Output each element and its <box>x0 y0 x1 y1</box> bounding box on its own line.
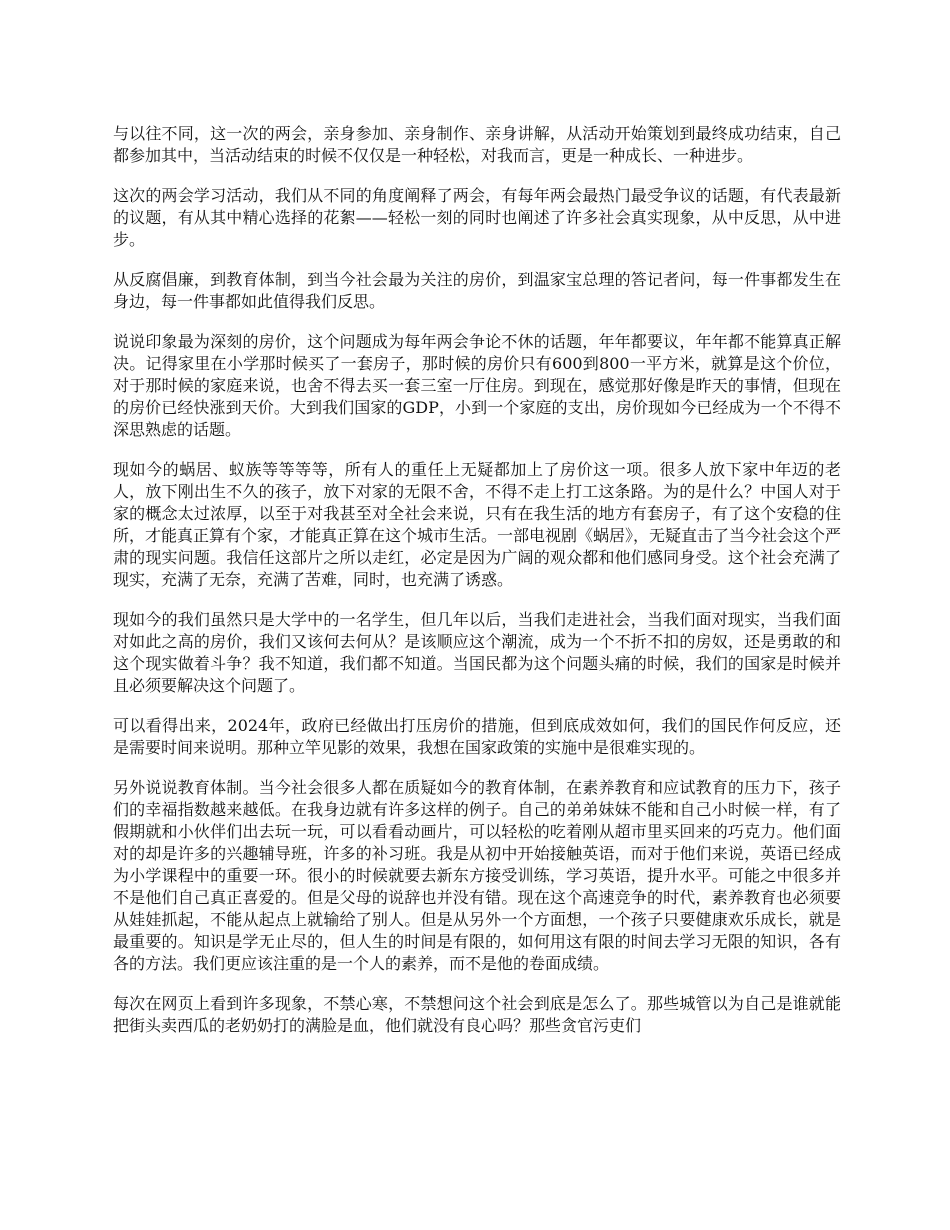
paragraph: 说说印象最为深刻的房价，这个问题成为每年两会争论不休的话题，年年都要议，年年都不能算真正解决。记得家里在小学那时候买了一套房子，那时候的房价只有600到800一平方米，就算是这个价位，对于那时候的家庭来说，也舍不得去买一套三室一厅住房。到现在，感觉那好像是昨天的事情，但现在的房价已经快涨到天价。大到我们国家的GDP，小到一个家庭的支出，房价现如今已经成为一个不得不深思熟虑的话题。 <box>113 332 841 439</box>
paragraph: 可以看得出来，2024年，政府已经做出打压房价的措施，但到底成效如何，我们的国民作何反应，还是需要时间来说明。那种立竿见影的效果，我想在国家政策的实施中是很难实现的。 <box>113 716 841 757</box>
paragraph: 这次的两会学习活动，我们从不同的角度阐释了两会，有每年两会最热门最受争议的话题，有代表最新的议题，有从其中精心选择的花絮——轻松一刻的同时也阐述了许多社会真实现象，从中反思，从中进步。 <box>113 186 841 249</box>
paragraph: 另外说说教育体制。当今社会很多人都在质疑如今的教育体制，在素养教育和应试教育的压力下，孩子们的幸福指数越来越低。在我身边就有许多这样的例子。自己的弟弟妹妹不能和自己小时候一样，有了假期就和小伙伴们出去玩一玩，可以看看动画片，可以轻松的吃着刚从超市里买回来的巧克力。他们面对的却是许多的兴趣辅导班，许多的补习班。我是从初中开始接触英语，而对于他们来说，英语已经成为小学课程中的重要一环。很小的时候就要去新东方接受训练，学习英语，提升水平。可能之中很多并不是他们自己真正喜爱的。但是父母的说辞也并没有错。现在这个高速竞争的时代，素养教育也必须要从娃娃抓起，不能从起点上就输给了别人。但是从另外一个方面想，一个孩子只要健康欢乐成长，就是最重要的。知识是学无止尽的，但人生的时间是有限的，如何用这有限的时间去学习无限的知识，各有各的方法。我们更应该注重的是一个人的素养，而不是他的卷面成绩。 <box>113 778 841 973</box>
paragraph: 从反腐倡廉，到教育体制，到当今社会最为关注的房价，到温家宝总理的答记者问，每一件事都发生在身边，每一件事都如此值得我们反思。 <box>113 270 841 311</box>
paragraph: 现如今的蜗居、蚁族等等等等，所有人的重任上无疑都加上了房价这一项。很多人放下家中年迈的老人，放下刚出生不久的孩子，放下对家的无限不舍，不得不走上打工这条路。为的是什么？中国人对于家的概念太过浓厚，以至于对我甚至对全社会来说，只有在我生活的地方有套房子，有了这个安稳的住所，才能真正算有个家，才能真正算在这个城市生活。一部电视剧《蜗居》，无疑直击了当今社会这个严肃的现实问题。我信任这部片之所以走红，必定是因为广阔的观众都和他们感同身受。这个社会充满了现实，充满了无奈，充满了苦难，同时，也充满了诱惑。 <box>113 460 842 589</box>
document-body <box>113 123 841 1055</box>
paragraph: 与以往不同，这一次的两会，亲身参加、亲身制作、亲身讲解，从活动开始策划到最终成功结束，自己都参加其中，当活动结束的时候不仅仅是一种轻松，对我而言，更是一种成长、一种进步。 <box>113 124 841 165</box>
paragraph: 每次在网页上看到许多现象，不禁心寒，不禁想问这个社会到底是怎么了。那些城管以为自己是谁就能把街头卖西瓜的老奶奶打的满脸是血，他们就没有良心吗？那些贪官污吏们 <box>113 994 841 1035</box>
paragraph: 现如今的我们虽然只是大学中的一名学生，但几年以后，当我们走进社会，当我们面对现实，当我们面对如此之高的房价，我们又该何去何从？是该顺应这个潮流，成为一个不折不扣的房奴，还是勇敢的和这个现实做着斗争？我不知道，我们都不知道。当国民都为这个问题头痛的时候，我们的国家是时候并且必须要解决这个问题了。 <box>113 610 841 695</box>
